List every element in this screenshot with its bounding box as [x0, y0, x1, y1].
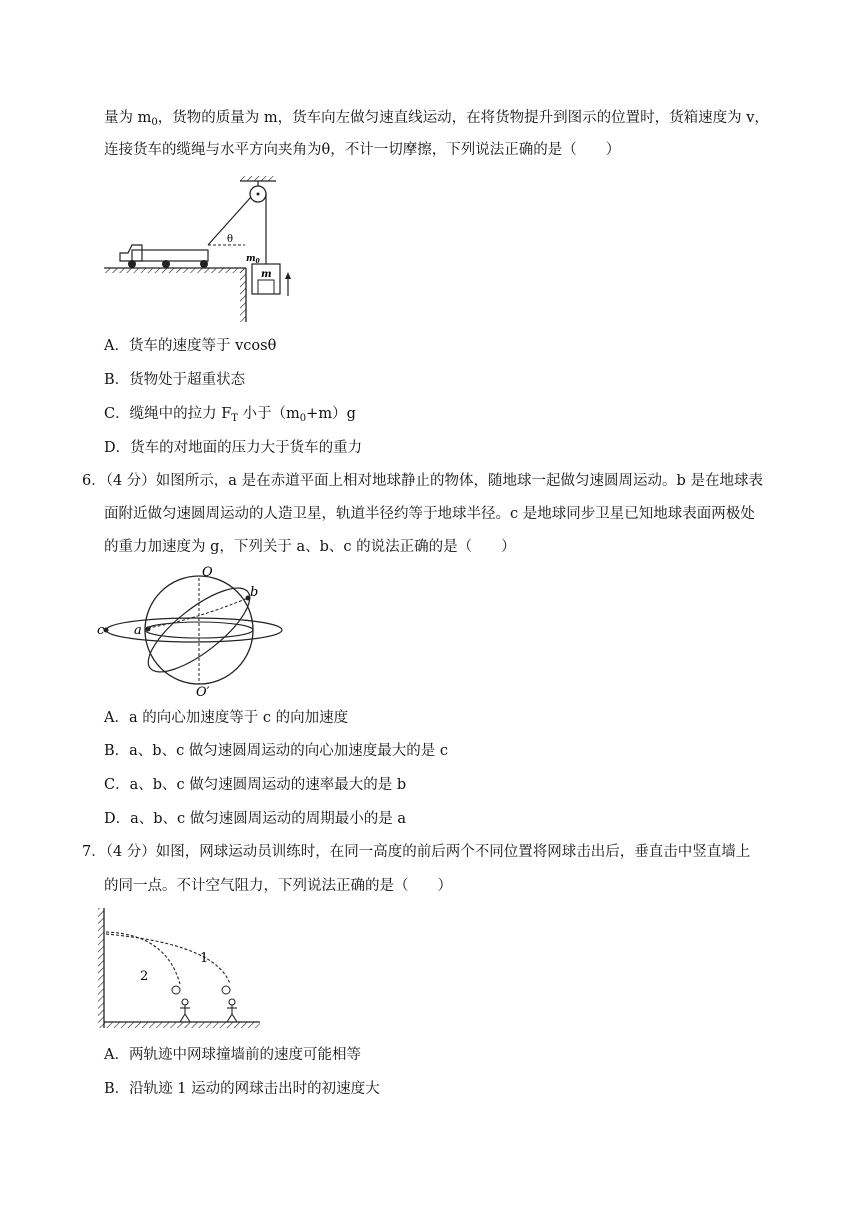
q6-satellite-orbit-figure	[96, 562, 292, 702]
q5-option-a: A．货车的速度等于 vcosθ	[104, 338, 277, 354]
q6-option-d: D．a、b、c 做匀速圆周运动的周期最小的是 a	[104, 811, 407, 827]
q5-truck-pulley-figure	[100, 172, 310, 324]
m-label: m	[261, 269, 272, 280]
q6-stem-line1: 6．（4 分）如图所示，a 是在赤道平面上相对地球静止的物体，随地球一起做匀速圆周运动。b 是在地球表	[82, 473, 763, 489]
q6-option-b: B．a、b、c 做匀速圆周运动的向心加速度最大的是 c	[104, 743, 449, 759]
truck-bed	[132, 250, 208, 261]
q6-stem-line3: 的重力加速度为 g，下列关于 a、b、c 的说法正确的是（ ）	[104, 539, 516, 555]
q5-option-d: D．货车的对地面的压力大于货车的重力	[104, 440, 363, 456]
q7-stem-line1: 7．（4 分）如图，网球运动员训练时，在同一高度的前后两个不同位置将网球击出后，垂直击中竖直墙上	[82, 844, 751, 860]
wall-hatch	[98, 908, 104, 1028]
q5-option-c-sub: 0	[299, 413, 307, 424]
q5-option-c-text: +m）g	[306, 406, 356, 422]
q5-option-c-text: 小于（m	[237, 406, 300, 422]
label-c: c	[97, 623, 105, 638]
ground-hatch	[104, 268, 246, 273]
ball-icon	[222, 986, 230, 994]
label-a: a	[134, 623, 142, 638]
q5-stem-sub: 0	[151, 117, 158, 128]
q7-stem-line2: 的同一点。不计空气阻力，下列说法正确的是（ ）	[104, 878, 452, 894]
q7-option-a: A．两轨迹中网球撞墙前的速度可能相等	[104, 1047, 361, 1063]
theta-label: θ	[227, 234, 234, 245]
q7-option-b: B．沿轨迹 1 运动的网球击出时的初速度大	[104, 1081, 380, 1097]
q5-option-c-sub: T	[231, 413, 238, 424]
label-b: b	[250, 585, 259, 600]
q5-option-b: B．货物处于超重状态	[104, 372, 246, 388]
ball-icon	[172, 986, 180, 994]
trajectory-1-label: 1	[200, 951, 209, 966]
truck-cab	[120, 245, 142, 261]
player-icon	[180, 999, 190, 1022]
q5-stem-line2: 连接货车的缆绳与水平方向夹角为θ，不计一切摩擦，下列说法正确的是（ ）	[104, 142, 621, 158]
q7-tennis-wall-figure	[96, 904, 266, 1032]
q5-stem-text: 量为 m	[104, 110, 152, 126]
ceiling-hatch	[240, 176, 276, 181]
q6-option-c: C．a、b、c 做匀速圆周运动的速率最大的是 b	[104, 777, 407, 793]
q5-option-c-text: C．缆绳中的拉力 F	[104, 406, 232, 422]
trajectory-1	[106, 934, 230, 984]
label-o: O	[202, 565, 213, 580]
label-o-prime: O′	[196, 685, 210, 700]
player-icon	[227, 999, 237, 1022]
q5-stem-text: ，货物的质量为 m，货车向左做匀速直线运动，在将货物提升到图示的位置时，货箱速度为 v，	[157, 110, 769, 126]
m0-label: $m_0$	[246, 254, 260, 265]
arrow-up-icon	[285, 272, 291, 279]
q5-stem-line1	[104, 108, 769, 128]
q6-option-a: A．a 的向心加速度等于 c 的向加速度	[104, 710, 349, 726]
q5-option-c	[104, 404, 356, 424]
q6-stem-line2: 面附近做匀速圆周运动的人造卫星，轨道半径约等于地球半径。c 是地球同步卫星已知地球表面两极处	[104, 506, 755, 522]
trajectory-2-label: 2	[140, 969, 149, 984]
